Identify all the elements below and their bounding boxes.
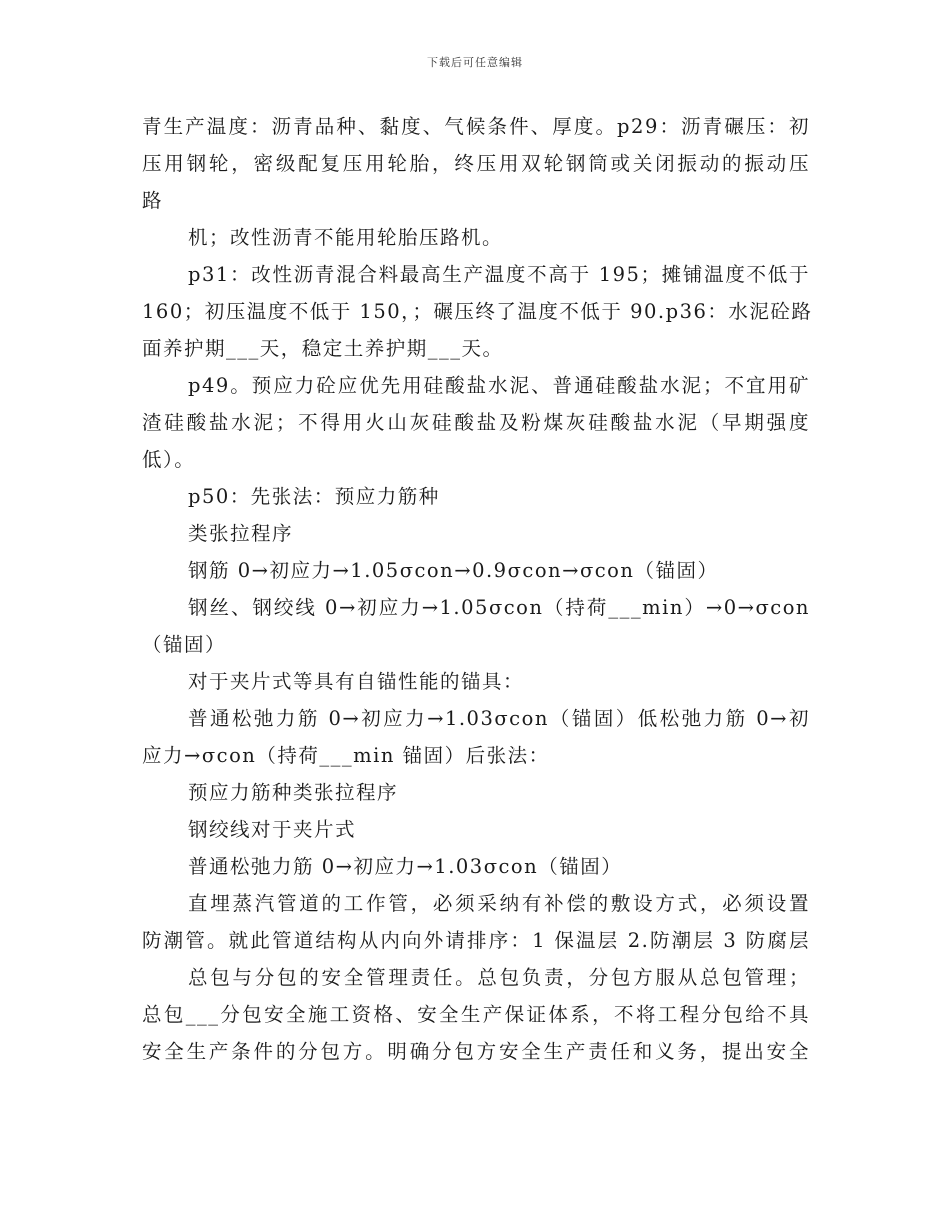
text-line: 路 — [142, 189, 164, 212]
text-line: 压用钢轮，密级配复压用轮胎，终压用双轮钢筒或关闭振动的振动压 — [142, 152, 810, 175]
text-line: 青生产温度：沥青品种、黏度、气候条件、厚度。p29：沥青碾压：初 — [142, 115, 810, 138]
text-line: 对于夹片式等具有自锚性能的锚具： — [188, 670, 525, 693]
text-line: 应力→σcon（持荷___min 锚固）后张法： — [142, 744, 550, 767]
text-line: 普通松弛力筋 0→初应力→1.03σcon（锚固） — [188, 855, 623, 878]
text-line: 普通松弛力筋 0→初应力→1.03σcon（锚固）低松弛力筋 0→初 — [188, 707, 810, 730]
text-line: 类张拉程序 — [188, 522, 294, 545]
text-line: 预应力筋种类张拉程序 — [188, 781, 399, 804]
document-body — [142, 108, 813, 1070]
text-line: 总包与分包的安全管理责任。总包负责，分包方服从总包管理； — [188, 966, 810, 989]
text-line: 防潮管。就此管道结构从内向外请排序：1 保温层 2.防潮层 3 防腐层 — [142, 929, 810, 952]
text-line: 低）。 — [142, 448, 196, 471]
text-line: 160；初压温度不低于 150，；碾压终了温度不低于 90.p36：水泥砼路 — [142, 300, 813, 323]
text-line: p49。预应力砼应优先用硅酸盐水泥、普通硅酸盐水泥；不宜用矿 — [188, 374, 810, 397]
text-line: 直埋蒸汽管道的工作管，必须采纳有补偿的敷设方式，必须设置 — [188, 892, 810, 915]
text-line: （锚固） — [142, 633, 227, 656]
text-line: 渣硅酸盐水泥；不得用火山灰硅酸盐及粉煤灰硅酸盐水泥（早期强度 — [142, 411, 810, 434]
text-line: 安全生产条件的分包方。明确分包方安全生产责任和义务，提出安全 — [142, 1040, 810, 1063]
page-header: 下载后可任意编辑 — [427, 56, 523, 69]
text-line: p31：改性沥青混合料最高生产温度不高于 195；摊铺温度不低于 — [188, 263, 810, 286]
text-line: 机；改性沥青不能用轮胎压路机。 — [188, 226, 504, 249]
text-line: 总包___分包安全施工资格、安全生产保证体系，不将工程分包给不具 — [142, 1003, 810, 1026]
text-line: p50：先张法：预应力筋种 — [188, 485, 440, 508]
text-line: 钢筋 0→初应力→1.05σcon→0.9σcon→σcon（锚固） — [188, 559, 719, 582]
text-line: 钢丝、钢绞线 0→初应力→1.05σcon（持荷___min）→0→σcon — [188, 596, 810, 619]
text-line: 面养护期___天，稳定土养护期___天。 — [142, 337, 504, 360]
text-line: 钢绞线对于夹片式 — [188, 818, 357, 841]
